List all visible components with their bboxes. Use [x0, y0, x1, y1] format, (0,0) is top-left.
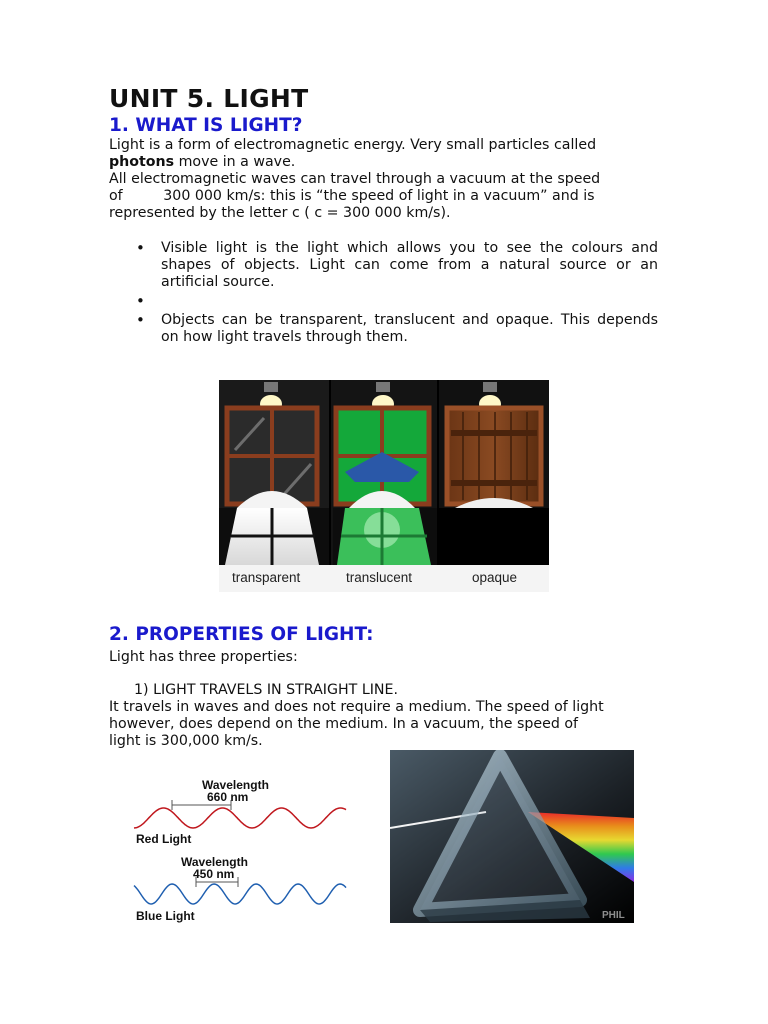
red-wave	[134, 808, 346, 828]
caption-opaque: opaque	[472, 570, 518, 585]
phil-watermark: PHIL	[602, 910, 625, 921]
blue-wavelength-label: Wavelength	[181, 855, 248, 869]
transparency-illustration	[219, 380, 549, 592]
list-item: • Visible light is the light which allows you to see the colours and shapes of objects. Light can come from a natural source or an artificial source.	[109, 240, 658, 291]
properties-intro: Light has three properties:	[109, 649, 298, 665]
section-heading-properties: 2. PROPERTIES OF LIGHT:	[109, 624, 374, 645]
translucent-window	[333, 408, 437, 565]
blue-light-label: Blue Light	[136, 909, 195, 923]
figure-wavelengths	[130, 770, 360, 930]
paragraph-line: however, does depend on the medium. In a vacuum, the speed of	[109, 716, 579, 732]
paragraph-line: All electromagnetic waves can travel through a vacuum at the speed	[109, 171, 601, 187]
list-item	[109, 293, 658, 310]
caption-translucent: translucent	[346, 570, 413, 585]
transparent-window	[219, 408, 329, 565]
paragraph-line: represented by the letter c ( c = 300 000 km/s).	[109, 205, 451, 221]
paragraph-line: of 300 000 km/s: this is “the speed of light in a vacuum” and is	[109, 188, 595, 204]
paragraph-straight-line	[109, 699, 658, 750]
wavelength-diagram	[130, 770, 360, 930]
paragraph-line: Light is a form of electromagnetic energy. Very small particles called	[109, 137, 597, 153]
caption-transparent: transparent	[232, 570, 301, 585]
opaque-window	[439, 408, 549, 565]
paragraph-speed-of-light	[109, 171, 658, 222]
prism-illustration	[390, 750, 634, 923]
section-heading-what-is-light: 1. WHAT IS LIGHT?	[109, 115, 303, 136]
red-wavelength-value: 660 nm	[207, 790, 249, 804]
bold-term-photons: photons	[109, 154, 175, 170]
list-item: • Objects can be transparent, translucent and opaque. This depends on how light travels through them.	[109, 312, 658, 346]
subheading-straight-line: 1) LIGHT TRAVELS IN STRAIGHT LINE.	[134, 682, 398, 698]
red-wavelength-label: Wavelength	[202, 778, 269, 792]
paragraph-line	[109, 154, 658, 171]
figure-transparency	[219, 380, 549, 592]
blue-wavelength-value: 450 nm	[193, 867, 235, 881]
bullet-list	[109, 240, 658, 348]
figure-prism	[390, 750, 634, 923]
page-title: UNIT 5. LIGHT	[109, 84, 309, 113]
blue-wave	[134, 884, 346, 904]
paragraph-line: It travels in waves and does not require a medium. The speed of light	[109, 699, 604, 715]
paragraph-line: light is 300,000 km/s.	[109, 733, 263, 749]
red-light-label: Red Light	[136, 832, 192, 846]
paragraph-text: move in a wave.	[174, 154, 296, 170]
paragraph-definition	[109, 137, 658, 171]
